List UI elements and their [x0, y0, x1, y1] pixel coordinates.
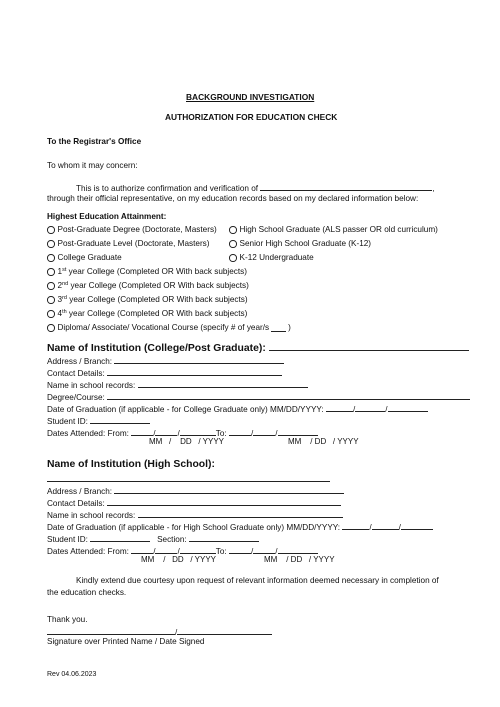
mm-hint: MM [264, 555, 278, 564]
option-1st-year[interactable] [47, 268, 247, 276]
year-text: year College (Completed OR With back subjects) [68, 281, 249, 290]
option-label [58, 282, 249, 290]
field-label: Name in school records: [47, 381, 136, 390]
field-label: Contact Details: [47, 369, 105, 378]
from-dd-field[interactable] [155, 428, 177, 436]
option-k12-undergraduate[interactable] [229, 254, 314, 262]
yyyy-hint: YYYY [194, 555, 216, 564]
highschool-heading: Name of Institution (High School): [47, 459, 215, 470]
option-3rd-year[interactable] [47, 296, 248, 304]
years-field[interactable] [271, 324, 286, 332]
radio-circle-icon [47, 310, 55, 318]
option-postgrad-level[interactable] [47, 240, 210, 248]
hs-student-id-field[interactable] [90, 534, 150, 542]
field-label: Student ID: [47, 535, 88, 544]
hs-address-row [47, 486, 344, 496]
intro-line-1: This is to authorize confirmation and verification of , [76, 184, 435, 193]
college-to-format: MM / DD / YYYY [288, 437, 359, 446]
grad-yyyy-field[interactable] [388, 404, 428, 412]
to-label: To: [215, 547, 227, 556]
college-student-id-row [47, 416, 150, 426]
option-label: Post-Graduate Degree (Doctorate, Masters) [57, 225, 217, 234]
college-graduation-row: Date of Graduation (if applicable - for College Graduate only) MM/DD/YYYY: / / [47, 404, 428, 414]
college-degree-row [47, 392, 470, 402]
field-label: Student ID: [47, 417, 88, 426]
hs-from-format: MM / DD / YYYY [141, 555, 216, 564]
hs-to-mm-field[interactable] [229, 546, 251, 554]
hs-to-yyyy-field[interactable] [278, 546, 318, 554]
college-heading [47, 341, 469, 354]
radio-circle-icon [47, 268, 55, 276]
option-postgrad-degree[interactable] [47, 226, 217, 234]
radio-circle-icon [47, 226, 55, 234]
yyyy-hint: YYYY [313, 555, 335, 564]
college-from-format: MM / DD / YYYY [149, 437, 224, 446]
college-name-field[interactable] [269, 341, 469, 351]
to-mm-field[interactable] [229, 428, 251, 436]
hs-student-id-row [47, 534, 259, 544]
radio-circle-icon [47, 324, 55, 332]
year-number: 4 [57, 309, 63, 318]
option-label [58, 268, 248, 276]
highschool-name-row [47, 474, 330, 484]
hs-section-field[interactable] [189, 534, 259, 542]
year-suffix: rd [62, 295, 67, 301]
college-contact-field[interactable] [107, 368, 282, 376]
hs-grad-yyyy-field[interactable] [401, 522, 433, 530]
form-subtitle: AUTHORIZATION FOR EDUCATION CHECK [165, 112, 338, 122]
to-yyyy-field[interactable] [278, 428, 318, 436]
dd-hint: DD [172, 555, 184, 564]
hs-from-yyyy-field[interactable] [180, 546, 216, 554]
option-diploma[interactable] [47, 324, 291, 332]
year-suffix: st [62, 267, 67, 273]
year-number: 2 [57, 281, 63, 290]
college-address-field[interactable] [114, 356, 284, 364]
grad-mm-field[interactable] [326, 404, 353, 412]
field-label: Degree/Course: [47, 393, 105, 402]
option-label: High School Graduate (ALS passer OR old curriculum) [239, 225, 438, 234]
form-title: BACKGROUND INVESTIGATION [186, 92, 315, 102]
highschool-name-field[interactable] [47, 474, 330, 482]
option-college-graduate[interactable] [47, 254, 122, 262]
year-number: 1 [57, 267, 63, 276]
option-4th-year[interactable] [47, 310, 247, 318]
option-label: Post-Graduate Level (Doctorate, Masters) [57, 239, 210, 248]
mm-hint: MM [288, 437, 302, 446]
hs-from-mm-field[interactable] [131, 546, 153, 554]
field-label: Name in school records: [47, 511, 136, 520]
option-label: K-12 Undergraduate [239, 253, 314, 262]
section-label: Section: [157, 535, 187, 544]
salutation: To whom it may concern: [47, 161, 138, 170]
option-hs-graduate[interactable] [229, 226, 438, 234]
education-heading: Highest Education Attainment: [47, 212, 167, 221]
dd-hint: DD [314, 437, 327, 446]
hs-name-records-row [47, 510, 343, 520]
hs-dates-row: Dates Attended: From: / / To: / / [47, 546, 318, 556]
option-label: Senior High School Graduate (K-12) [239, 239, 372, 248]
college-degree-field[interactable] [107, 392, 470, 400]
intro-text: This is to authorize confirmation and verification of [76, 184, 259, 193]
hs-graduation-row: Date of Graduation (if applicable - for High School Graduate only) MM/DD/YYYY: / / [47, 522, 433, 532]
thank-you: Thank you. [47, 615, 88, 624]
radio-circle-icon [229, 254, 237, 262]
field-label: Address / Branch: [47, 487, 113, 496]
closing-line-2: the education checks. [47, 588, 127, 597]
college-heading-text: Name of Institution (College/Post Graduate): [47, 343, 266, 354]
year-suffix: th [62, 309, 67, 315]
addressee: To the Registrar's Office [47, 137, 142, 146]
year-suffix: nd [62, 281, 69, 287]
radio-circle-icon [229, 240, 237, 248]
college-dates-row: Dates Attended: From: / / To: / / [47, 428, 318, 438]
hs-address-field[interactable] [114, 486, 344, 494]
grad-dd-field[interactable] [355, 404, 385, 412]
year-text: year College (Completed OR With back subjects) [66, 295, 248, 304]
option-label [58, 310, 248, 318]
field-label: Contact Details: [47, 499, 105, 508]
hs-grad-dd-field[interactable] [372, 522, 399, 530]
radio-circle-icon [47, 282, 55, 290]
to-dd-field[interactable] [253, 428, 275, 436]
diploma-close-paren: ) [288, 323, 291, 332]
hs-contact-field[interactable] [107, 498, 341, 506]
yyyy-hint: YYYY [202, 437, 224, 446]
college-address-row [47, 356, 284, 366]
radio-circle-icon [47, 254, 55, 262]
date-signed-field[interactable] [177, 627, 272, 635]
radio-circle-icon [47, 296, 55, 304]
hs-to-dd-field[interactable] [253, 546, 275, 554]
option-shs-graduate[interactable] [229, 240, 371, 248]
radio-circle-icon [229, 226, 237, 234]
field-label: Date of Graduation (if applicable - for College Graduate only) MM/DD/YYYY: [47, 405, 324, 414]
dd-hint: DD [180, 437, 192, 446]
college-contact-row [47, 368, 282, 378]
from-yyyy-field[interactable] [180, 428, 216, 436]
yyyy-hint: YYYY [337, 437, 359, 446]
hs-contact-row [47, 498, 341, 508]
option-label: Diploma/ Associate/ Vocational Course (specify # of year/s [57, 323, 270, 332]
mm-hint: MM [149, 437, 163, 446]
option-label [58, 296, 248, 304]
radio-circle-icon [47, 240, 55, 248]
field-label: Dates Attended: From: [47, 547, 129, 556]
option-label: College Graduate [57, 253, 122, 262]
hs-to-format: MM / DD / YYYY [264, 555, 335, 564]
hs-from-dd-field[interactable] [155, 546, 177, 554]
field-label: Date of Graduation (if applicable - for High School Graduate only) MM/DD/YYYY: [47, 523, 341, 532]
signature-row: / [47, 627, 272, 637]
year-text: year College (Completed OR With back subjects) [66, 309, 248, 318]
hs-name-records-field[interactable] [138, 510, 343, 518]
college-name-records-row [47, 380, 308, 390]
dd-hint: DD [290, 555, 303, 564]
hs-grad-mm-field[interactable] [342, 522, 369, 530]
year-number: 3 [57, 295, 63, 304]
from-mm-field[interactable] [131, 428, 153, 436]
field-label: Address / Branch: [47, 357, 113, 366]
signature-field[interactable] [47, 627, 175, 635]
year-text: year College (Completed OR With back subjects) [66, 267, 247, 276]
closing-line-1: Kindly extend due courtesy upon request of relevant information deemed necessary in completion of [76, 576, 439, 585]
mm-hint: MM [141, 555, 155, 564]
revision-footer: Rev 04.06.2023 [47, 671, 97, 678]
subject-name-field[interactable] [260, 183, 432, 191]
signature-label: Signature over Printed Name / Date Signed [47, 637, 205, 646]
option-2nd-year[interactable] [47, 282, 249, 290]
college-student-id-field[interactable] [90, 416, 150, 424]
intro-line-2: through their official representative, on my education records based on my declared information below: [47, 194, 419, 203]
college-name-records-field[interactable] [138, 380, 308, 388]
field-label: Dates Attended: From: [47, 429, 129, 438]
to-label: To: [215, 429, 227, 438]
